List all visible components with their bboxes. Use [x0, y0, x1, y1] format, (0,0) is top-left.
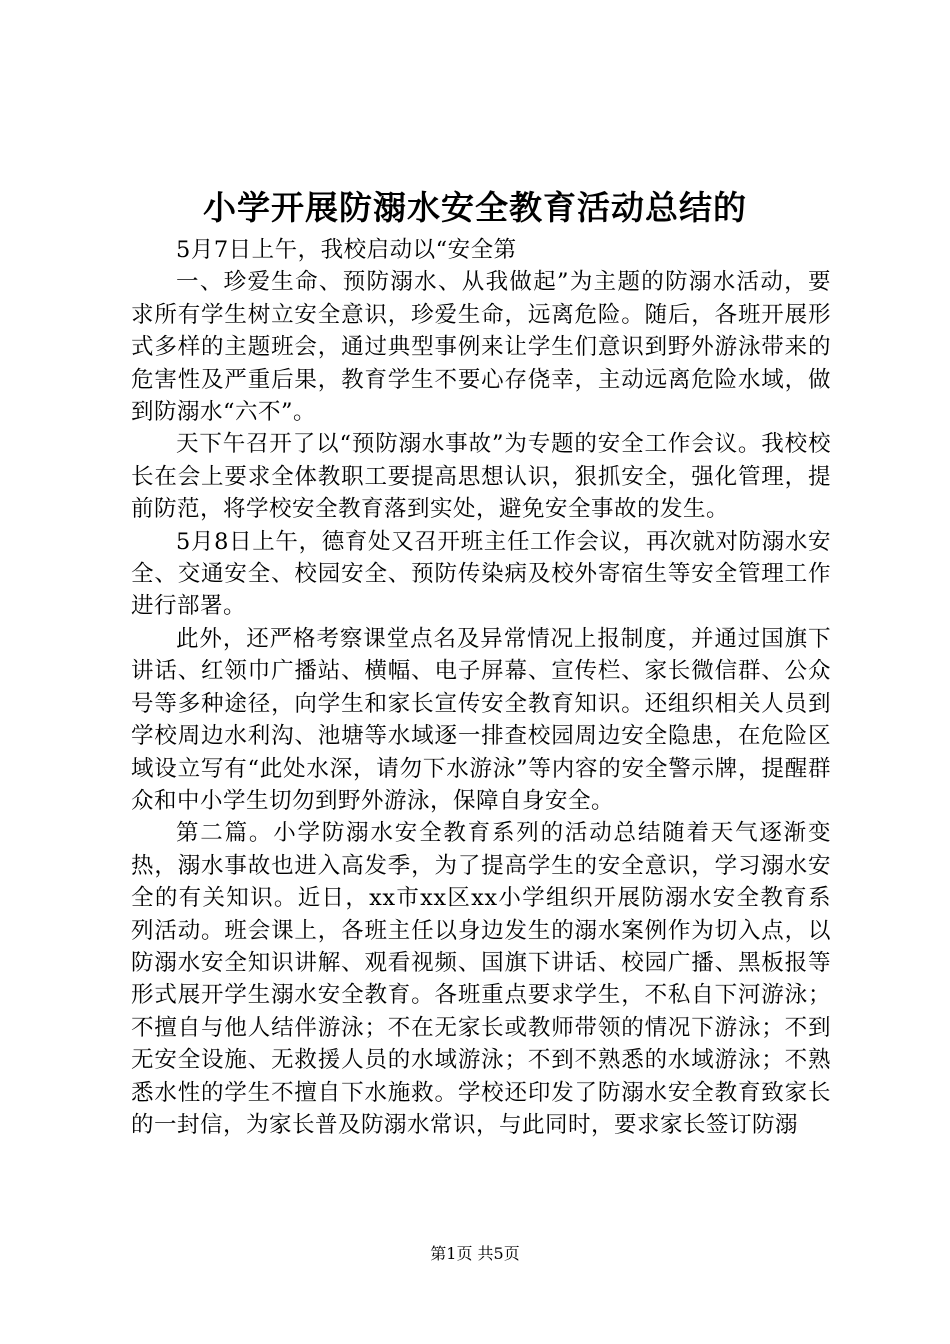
- document-body: [131, 234, 831, 1141]
- paragraph-6: 第二篇。小学防溺水安全教育系列的活动总结随着天气逐渐变热，溺水事故也进入高发季，为了提高学生的安全意识，学习溺水安全的有关知识。近日，xx市xx区xx小学组织开展防溺水安全教育系列活动。班会课上，各班主任以身边发生的溺水案例作为切入点，以防溺水安全知识讲解、观看视频、国旗下讲话、校园广播、黑板报等形式展开学生溺水安全教育。各班重点要求学生，不私自下河游泳；不擅自与他人结伴游泳；不在无家长或教师带领的情况下游泳；不到无安全设施、无救援人员的水域游泳；不到不熟悉的水域游泳；不熟悉水性的学生不擅自下水施救。学校还印发了防溺水安全教育致家长的一封信，为家长普及防溺水常识，与此同时，要求家长签订防溺: [131, 820, 831, 1138]
- paragraph-5: 此外，还严格考察课堂点名及异常情况上报制度，并通过国旗下讲话、红领巾广播站、横幅、电子屏幕、宣传栏、家长微信群、公众号等多种途径，向学生和家长宣传安全教育知识。还组织相关人员到学校周边水利沟、池塘等水域逐一排查校园周边安全隐患，在危险区域设立写有“此处水深，请勿下水游泳”等内容的安全警示牌，提醒群众和中小学生切勿到野外游泳，保障自身安全。: [131, 625, 831, 814]
- paragraph-1: 5月7日上午，我校启动以“安全第: [176, 237, 517, 263]
- page-number-footer: 第1页 共5页: [430, 1244, 520, 1263]
- paragraph-4: 5月8日上午，德育处又召开班主任工作会议，再次就对防溺水安全、交通安全、校园安全、预防传染病及校外寄宿生等安全管理工作进行部署。: [131, 528, 831, 620]
- document-title: 小学开展防溺水安全教育活动总结的: [203, 188, 747, 227]
- paragraph-3: 天下午召开了以“预防溺水事故”为专题的安全工作会议。我校校长在会上要求全体教职工要提高思想认识，狠抓安全，强化管理，提前防范，将学校安全教育落到实处，避免安全事故的发生。: [131, 431, 831, 523]
- paragraph-2: 一、珍爱生命、预防溺水、从我做起”为主题的防溺水活动，要求所有学生树立安全意识，珍爱生命，远离危险。随后，各班开展形式多样的主题班会，通过典型事例来让学生们意识到野外游泳带来的危害性及严重后果，教育学生不要心存侥幸，主动远离危险水域，做到防溺水“六不”。: [131, 269, 831, 426]
